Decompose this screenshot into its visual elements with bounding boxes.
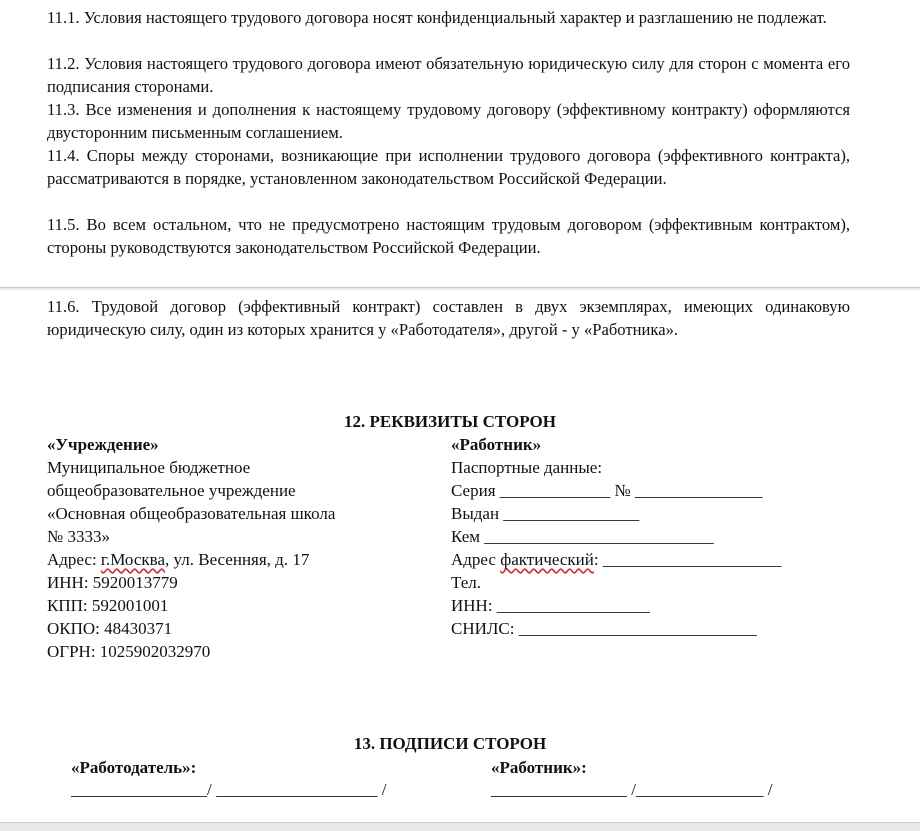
- clause-11-6: 11.6. Трудовой договор (эффективный контракт) составлен в двух экземплярах, имеющих одинаковую юридическую силу, один из которых хранится у «Работодателя», другой - у «Работника».: [47, 297, 850, 339]
- employer-ogrn: ОГРН: 1025902032970: [47, 642, 211, 661]
- employer-inn: ИНН: 5920013779: [47, 573, 178, 592]
- clause-11-2: 11.2. Условия настоящего трудового договора имеют обязательную юридическую силу для сторон с момента его подписания сторонами.: [47, 54, 850, 96]
- clause-11-3: 11.3. Все изменения и дополнения к настоящему трудовому договору (эффективному контракту) оформляются двусторонним письменным соглашением.: [47, 100, 850, 142]
- document-page-1: [0, 0, 920, 287]
- employer-okpo: ОКПО: 48430371: [47, 619, 173, 638]
- clause-11-4: 11.4. Споры между сторонами, возникающие при исполнении трудового договора (эффективного контракта), рассматриваются в порядке, установленном законодательством Российской Федерации.: [47, 146, 850, 188]
- employer-details: [47, 433, 335, 663]
- employer-signature-line: ________________/ ___________________ /: [71, 780, 387, 799]
- employee-signature-label: «Работник»:: [491, 758, 587, 777]
- document-page-2: [0, 290, 920, 822]
- employer-kpp: КПП: 592001001: [47, 596, 169, 615]
- clause-11-1: 11.1. Условия настоящего трудового договора носят конфиденциальный характер и разглашению не подлежат.: [47, 8, 827, 27]
- employer-address: Адрес: г.Москва, ул. Весенняя, д. 17: [47, 550, 310, 569]
- employee-issued-field: Выдан ________________: [451, 504, 640, 523]
- employee-inn-field: ИНН: __________________: [451, 596, 650, 615]
- clause-11-5: 11.5. Во всем остальном, что не предусмотрено настоящим трудовым договором (эффективным контрактом), стороны руководствуются законодательством Российской Федерации.: [47, 215, 850, 257]
- employer-heading: «Учреждение»: [47, 435, 159, 454]
- employee-heading: «Работник»: [451, 435, 542, 454]
- employer-org-line: № 3333»: [47, 527, 110, 546]
- employee-phone-field: Тел.: [451, 573, 482, 592]
- employee-passport-label: Паспортные данные:: [451, 458, 603, 477]
- section-13-title: 13. ПОДПИСИ СТОРОН: [353, 734, 547, 753]
- employer-org-line: общеобразовательное учреждение: [47, 481, 296, 500]
- section-12-title: 12. РЕКВИЗИТЫ СТОРОН: [344, 412, 556, 431]
- employee-issued-by-field: Кем ___________________________: [451, 527, 714, 546]
- employer-org-line: Муниципальное бюджетное: [47, 458, 251, 477]
- employee-series-field: Серия _____________ № _______________: [451, 481, 763, 500]
- employer-org-line: «Основная общеобразовательная школа: [47, 504, 336, 523]
- spellcheck-mark: г.Москва: [100, 550, 165, 569]
- employee-snils-field: СНИЛС: ____________________________: [451, 619, 757, 638]
- employee-address-field: Адрес фактический: _____________________: [451, 550, 782, 569]
- employee-details: [451, 433, 781, 640]
- spellcheck-mark: фактический: [500, 550, 594, 569]
- employee-signature-line: ________________ /_______________ /: [491, 780, 773, 799]
- employer-signature-label: «Работодатель»:: [71, 758, 197, 777]
